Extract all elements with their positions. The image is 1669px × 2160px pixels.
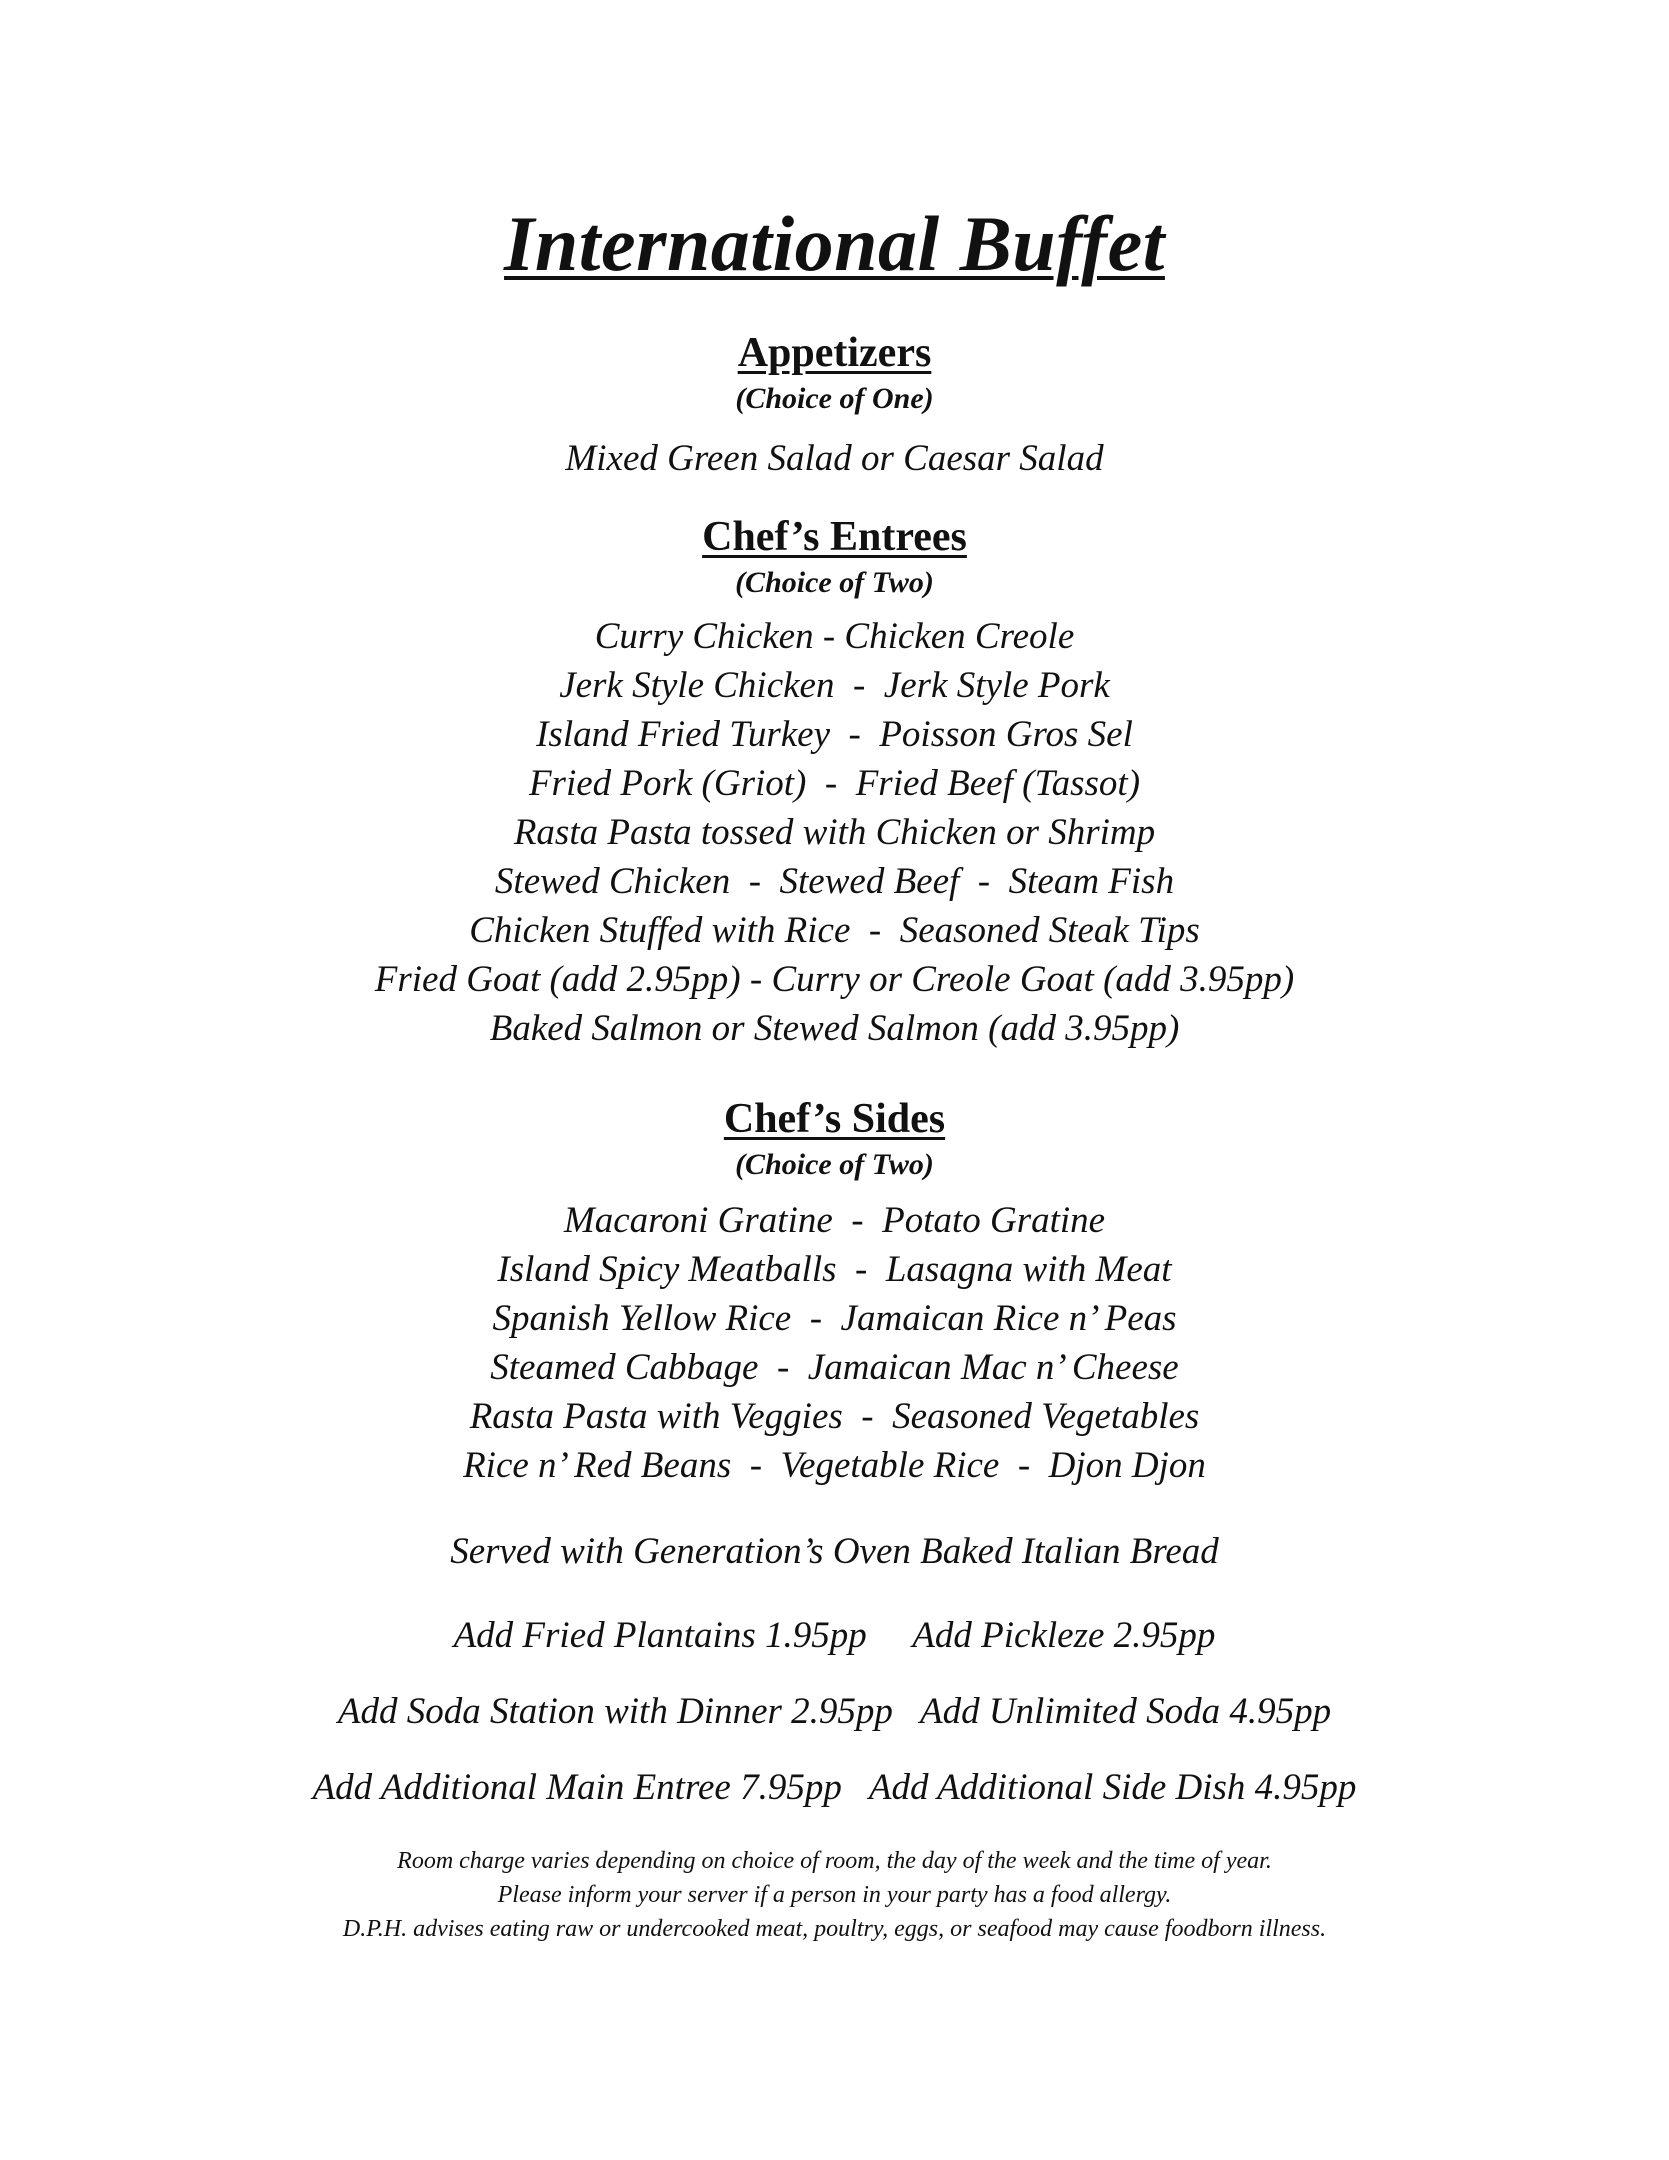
side-item: Island Spicy Meatballs - Lasagna with Meat xyxy=(497,1249,1172,1290)
appetizers-heading: Appetizers xyxy=(737,330,932,376)
entree-item: Rasta Pasta tossed with Chicken or Shrimp xyxy=(513,812,1156,853)
entree-item: Fried Pork (Griot) - Fried Beef (Tassot) xyxy=(528,763,1141,804)
sides-choice-note: (Choice of Two) xyxy=(735,1148,934,1181)
addon-line: Add Fried Plantains 1.95pp Add Pickleze 2.95pp xyxy=(453,1615,1216,1656)
bread-note: Served with Generation’s Oven Baked Italian Bread xyxy=(450,1531,1219,1572)
footer-note: D.P.H. advises eating raw or undercooked meat, poultry, eggs, or seafood may cause foodborn illness. xyxy=(342,1916,1327,1942)
menu-title: International Buffet xyxy=(504,200,1165,287)
entree-item: Island Fried Turkey - Poisson Gros Sel xyxy=(536,714,1133,755)
sides-list xyxy=(0,1196,1669,1490)
side-item: Rice n’ Red Beans - Vegetable Rice - Djon Djon xyxy=(463,1445,1206,1486)
footer-notes xyxy=(0,1844,1669,1946)
footer-note: Room charge varies depending on choice of room, the day of the week and the time of year. xyxy=(397,1848,1272,1874)
side-item: Spanish Yellow Rice - Jamaican Rice n’ Peas xyxy=(492,1298,1177,1339)
entree-item: Jerk Style Chicken - Jerk Style Pork xyxy=(559,665,1110,706)
side-item: Macaroni Gratine - Potato Gratine xyxy=(563,1200,1106,1241)
entree-item: Chicken Stuffed with Rice - Seasoned Steak Tips xyxy=(469,910,1200,951)
entree-item: Stewed Chicken - Stewed Beef - Steam Fish xyxy=(494,861,1175,902)
entree-item: Curry Chicken - Chicken Creole xyxy=(594,616,1075,657)
entree-item: Baked Salmon or Stewed Salmon (add 3.95pp) xyxy=(489,1008,1180,1049)
addon-line: Add Soda Station with Dinner 2.95pp Add Unlimited Soda 4.95pp xyxy=(337,1691,1332,1732)
appetizers-choice-note: (Choice of One) xyxy=(735,382,934,415)
side-item: Steamed Cabbage - Jamaican Mac n’ Cheese xyxy=(490,1347,1179,1388)
entrees-choice-note: (Choice of Two) xyxy=(735,566,934,599)
addon-line: Add Additional Main Entree 7.95pp Add Additional Side Dish 4.95pp xyxy=(312,1767,1357,1808)
side-item: Rasta Pasta with Veggies - Seasoned Vegetables xyxy=(469,1396,1200,1437)
entrees-heading: Chef’s Entrees xyxy=(702,514,967,560)
entree-item: Fried Goat (add 2.95pp) - Curry or Creole Goat (add 3.95pp) xyxy=(374,959,1295,1000)
entrees-list xyxy=(0,612,1669,1053)
appetizers-list xyxy=(0,434,1669,483)
sides-heading: Chef’s Sides xyxy=(723,1096,946,1142)
footer-note: Please inform your server if a person in your party has a food allergy. xyxy=(497,1882,1172,1908)
appetizer-item: Mixed Green Salad or Caesar Salad xyxy=(565,438,1104,479)
